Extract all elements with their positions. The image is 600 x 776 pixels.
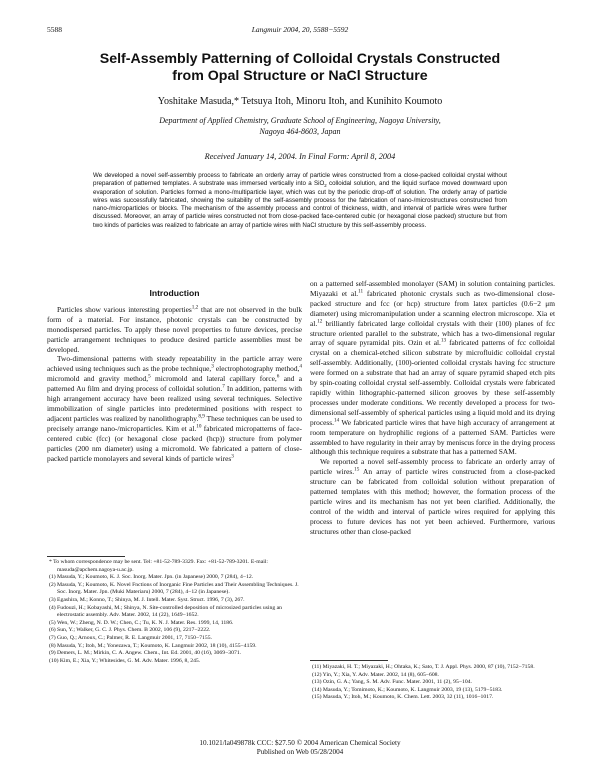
- citation: 6: [276, 373, 280, 380]
- paragraph: on a patterned self-assembled monolayer (SAM) in solution containing particles. Miyazaki et al.$^{11}$ fabricated photonic crystals such as two-dimensional close-packed structure and fcc (or hcp) structure from latex particles (0.6−2 μm diameter) using micromanipulation under a scanning electron microscope. Xia et al.$^{12}$ brilliantly fabricated large colloidal crystals with their (100) planes of fcc structure oriented parallel to the substrate, which has a two-dimensional regular array of square pyramidal pits. Ozin et al.$^{13}$ fabricated patterns of fcc colloidal crystal on a chemical-etched silicon substrate by microfluidic colloidal crystal self-assembly. Additionally, (100)-oriented colloidal crystals having fcc structure were formed on a substrate that had an array of square pyramid shaped etch pits by spin-coating colloidal crystal self-assembly. Colloidal crystals were fabricated rapidly within lithographic-patterned silicon grooves by these self-assembly processes under moderate conditions. We recently developed a process for two-dimensional self-assembly of spherical particles using a liquid mold and its drying process.$^{14}$ We fabricated particle wires that have high accuracy of arrangement at room temperature on hydrophilic regions of a patterned SAM. Particles were assembled to have regularity in their array by meniscus force in the drying process although this technique requires a substrate that has a patterned SAM.: [310, 279, 555, 457]
- footnote: (8) Masuda, Y.; Itoh, M.; Yonezawa, T.; Koumoto, K. Langmuir 2002, 18 (10), 4155−4159.: [49, 642, 257, 649]
- running-header: [47, 25, 553, 37]
- abstract: [93, 172, 507, 230]
- footnote: (4) Fudouzi, H.; Kobayashi, M.; Shinya, N. Site-controlled deposition of microsized particles using an electrostatic assembly. Adv. Mater. 2002, 14 (22), 1649−1652.: [49, 604, 282, 619]
- title-line-1: Self-Assembly Patterning of Colloidal Crystals Constructed: [99, 51, 501, 67]
- paragraph: Two-dimensional patterns with steady repeatability in the particle array were achieved using techniques such as the probe technique,$^3$ electrophotography method,$^4$ micromold and gravity method,$^5$ micromold and lateral capillary force,$^6$ and a patterned Au film and drying process of colloidal solution.$^7$ In addition, patterns with high arrangement accuracy have been realized using several techniques. Selective immobilization of single particles into predetermined positions with respect to adjacent particles was realized by nanolithography.$^{8,9}$ These techniques can be used to precisely arrange nano-/microparticles. Kim et al.$^{10}$ fabricated micropatterns of face-centered cubic (fcc) (or hexagonal close packed (hcp)) structure from polymer particles (200 nm diameter) using a micromold. We fabricated a pattern of close-packed particle monolayers and several kinds of particle wires$^3$: [47, 354, 303, 463]
- footnote: (12) Yin, Y.; Xia, Y. Adv. Mater. 2002, 14 (8), 605−608.: [312, 671, 439, 678]
- footnote-divider: [310, 660, 388, 661]
- received-dates: Received January 14, 2004. In Final Form: April 8, 2004: [204, 152, 396, 161]
- footnote: (3) Egashira, M.; Konno, T.; Shinya, M. J. Intell. Mater. Syst. Struct. 1996, 7 (3), 267.: [49, 596, 245, 603]
- paragraph: We reported a novel self-assembly process to fabricate an orderly array of particle wires.$^{15}$ An array of particle wires constructed from a close-packed structure can be fabricated from colloidal solution without preparation of patterned templates with this method; however, the formation process of the particle wires and its mechanism has not yet been clarified. Additionally, the control of the width and interval of particle wires required for applying this process to future devices has not yet been achieved. Furthermore, various structures other than close-packed: [310, 457, 555, 536]
- abstract-text: colloidal solution, and the liquid surface moved downward upon evaporation of solution. Particles formed a mono-/multiparticle layer, which was cut by the periodic drop-off of solution. The orderly array of particle wires was successfully fabricated, showing the suitability of the self-assembly process for the fabrication of nano-/microstructures constructed from nano-/microparticles or blocks. The mechanism of the assembly process and control of thickness, width, and interval of particle wires were further discussed. Moreover, an array of particle wires constructed not from close-packed face-centered cubic (or hexagonal close packed) structure but from two kinds of particles was realized to fabricate an array of particle wires with NaCl structure by this self-assembly process.: [93, 180, 508, 229]
- left-column: [47, 283, 302, 463]
- citation: 12: [317, 318, 323, 325]
- footnote: (5) Wen, W.; Zheng, N. D. W.; Chen, C.; Tu, K. N. J. Mater. Res. 1999, 14, 1186.: [49, 619, 234, 626]
- title-line-2: from Opal Structure or NaCl Structure: [172, 68, 428, 84]
- citation: 15: [354, 466, 360, 473]
- affiliation-line-1: Department of Applied Chemistry, Graduate School of Engineering, Nagoya University,: [159, 116, 441, 125]
- footnote: (6) Sun, Y.; Walker, G. C. J. Phys. Chem. B 2002, 106 (9), 2217−2222.: [49, 627, 211, 634]
- right-column: [310, 279, 555, 537]
- citation: 3: [211, 363, 214, 370]
- page-number: 5588: [47, 25, 62, 34]
- citation: 1,2: [191, 304, 199, 311]
- citation: 10: [196, 423, 202, 430]
- article-title: [60, 51, 540, 85]
- footnote: (14) Masuda, Y.; Tomimoto, K.; Koumoto, K. Langmuir 2003, 19 (13), 5179−5183.: [312, 686, 503, 693]
- citation: 14: [334, 417, 340, 424]
- paragraph: Particles show various interesting properties$^{1,2}$ that are not observed in the bulk form of a material. For instance, photonic crystals can be constructed by monodispersed particles. To apply these novel properties to future devices, precise particle arrangement techniques to produce desired particle assemblies must be developed.: [47, 304, 303, 354]
- affiliation: [60, 115, 540, 137]
- citation: 3: [231, 453, 234, 460]
- footnote: (10) Kim, E.; Xia, Y.; Whitesides, G. M. Adv. Mater. 1996, 8, 245.: [49, 657, 201, 664]
- footnote: (1) Masuda, Y.; Koumoto, K. J. Soc. Inorg. Mater. Jpn. (in Japanese) 2000, 7 (284), 4−12.: [49, 574, 254, 581]
- footnote: (2) Masuda, Y.; Koumoto, K. Novel Fnctions of Inorganic Fine Particles and Their Assembling Techniques. J. Soc. Inorg. Mater. Jpn. (Muki Materiaru) 2000, 7 (284), 4−12 (in Japanese).: [49, 581, 299, 596]
- publication-date-line: Published on Web 05/28/2004: [256, 748, 344, 756]
- section-heading-introduction: Introduction: [149, 288, 200, 298]
- footnotes-right: [310, 664, 555, 702]
- citation: 13: [440, 337, 447, 344]
- abstract-text: We developed a novel self-assembly process to fabricate an orderly array of particle wires constructed from a close-packed colloidal crystal without preparation of patterned templates. A substrate was immersed vertically into a SiO: [93, 172, 507, 188]
- citation: 7: [222, 383, 225, 390]
- footnote: (11) Miyazaki, H. T.; Miyazaki, H.; Ohtaka, K.; Sato, T. J. Appl. Phys. 2000, 87 (10), 7152−7158.: [312, 664, 535, 670]
- footnote: (9) Demers, L. M.; Mirkin, C. A. Angew. Chem., Int. Ed. 2001, 40 (16), 3069−3071.: [49, 650, 242, 657]
- journal-citation: Langmuir 2004, 20, 5588−5592: [251, 25, 349, 34]
- footnote-divider: [47, 556, 125, 557]
- footnote: (13) Ozin, G. A.; Yang, S. M. Adv. Func. Mater. 2001, 11 (2), 95−104.: [312, 679, 472, 686]
- citation: 11: [358, 288, 364, 295]
- footnote: (7) Guo, Q.; Arnoux, C.; Palmer, R. E. Langmuir 2001, 17, 7150−7155.: [49, 634, 213, 641]
- author-list: Yoshitake Masuda,* Tetsuya Itoh, Minoru Itoh, and Kunihito Koumoto: [157, 96, 443, 107]
- citation: 8,9: [198, 413, 205, 420]
- doi-copyright-line: 10.1021/la049878k CCC: $27.50 © 2004 American Chemical Society: [199, 739, 401, 747]
- citation: 5: [148, 373, 151, 380]
- footnote: * To whom correspondence may be sent. Tel: +81-52-789-3329. Fax: +81-52-789-3201. E-mail: masuda@apchem.nagoya-u.ac.jp.: [49, 559, 268, 573]
- citation: 4: [299, 363, 302, 370]
- abstract-subscript: 2: [324, 183, 327, 189]
- affiliation-line-2: Nagoya 464-8603, Japan: [259, 127, 341, 136]
- page-footer: [40, 739, 560, 757]
- footnote: (15) Masuda, Y.; Itoh, M.; Koumoto, K. Chem. Lett. 2003, 32 (11), 1016−1017.: [312, 694, 494, 701]
- footnotes-left: [47, 559, 302, 665]
